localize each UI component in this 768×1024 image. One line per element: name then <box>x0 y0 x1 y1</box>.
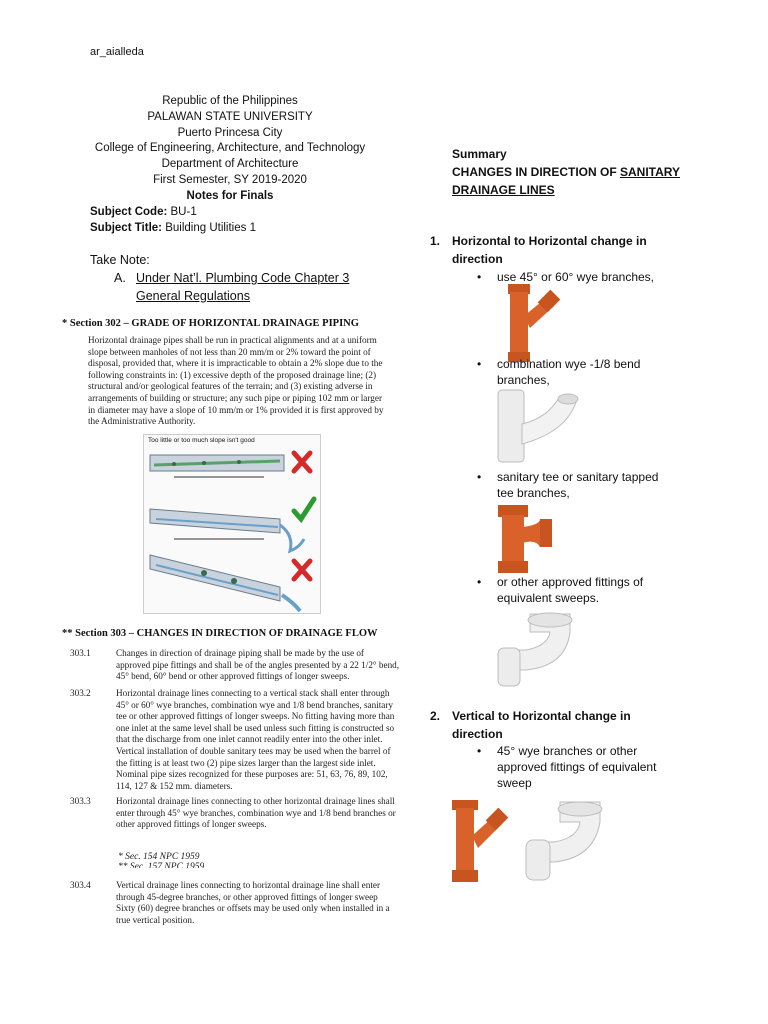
section-303-2-line: Vertical installation of double sanitary tees may be used when the barrel of <box>116 745 391 756</box>
section-303-2-line: Horizontal drainage lines connecting to a vertical stack shall enter through <box>116 688 390 698</box>
section-303-4-num: 303.4 <box>70 880 91 890</box>
section-303-4-line: true vertical position. <box>116 914 195 925</box>
bullet-combination-wye-line2: branches, <box>497 373 550 387</box>
take-note-label: Take Note: <box>90 253 150 267</box>
section-302-line: arrangements of building or structure; any such pipe or piping 102 mm or larger <box>88 392 383 403</box>
section-303-3-line: enter through 45° wye branches, combination wye and 1/8 bend branches or <box>116 807 396 818</box>
bullet-approved-fittings <box>497 574 643 606</box>
bullet-approved-fittings-line1: • or other approved fittings of <box>497 575 644 589</box>
section-303-2-line: tee or other approved fittings of longer sweeps. No fitting having more than <box>116 711 395 722</box>
footnote-154: * Sec. 154 NPC 1959 <box>118 852 200 862</box>
white-combination-wye-image <box>496 388 586 466</box>
item1-number: 1. <box>430 234 441 248</box>
subject-title <box>90 220 256 236</box>
pipe-too-much-slope <box>150 555 300 611</box>
bullet-45-wye-line3: sweep <box>497 776 532 790</box>
slope-diagram-art <box>144 435 320 613</box>
subject-title-label: Subject Title: <box>90 222 162 234</box>
item2-number: 2. <box>430 709 441 723</box>
section-303-2-text <box>116 688 406 792</box>
section-303-1-num: 303.1 <box>70 648 91 658</box>
item-a-letter: A. <box>114 271 126 285</box>
section-303-4-line: through 45-degree branches, or other approved fittings of longer sweep <box>116 891 378 902</box>
summary-title-underlined: SANITARY <box>620 165 681 179</box>
section-303-2-line: 114, 127 & 152 mm. diameters. <box>116 780 233 791</box>
item1-title-line1: Horizontal to Horizontal change in <box>452 234 647 248</box>
bullet-combination-wye <box>497 356 640 388</box>
header-notes-title: Notes for Finals <box>186 189 274 202</box>
item2-title-line2: direction <box>452 727 503 741</box>
section-303-2-line: the fitting is at least two (2) pipe sizes larger than the largest side inlet. <box>116 757 376 768</box>
orange-sanitary-tee-image <box>496 505 556 573</box>
cross-icon <box>294 561 310 579</box>
section-302-line: the Administrative Authority. <box>88 416 196 427</box>
white-sweep-elbow-image <box>496 610 580 692</box>
section-302-line: in diameter may have a slope of 10 mm/m or 1% provided it is first approved by <box>88 404 384 415</box>
bullet-45-wye <box>497 743 656 791</box>
section-302-line: disposal, provided that, where it is impracticable to obtain a 2% slope due to the <box>88 358 383 369</box>
bullet-sanitary-tee <box>497 469 658 501</box>
item-a-line1: Under Nat’l. Plumbing Code Chapter 3 <box>136 271 350 285</box>
section-303-3-line: Horizontal drainage lines connecting to other horizontal drainage lines shall <box>116 796 395 806</box>
section-303-4-text <box>116 880 408 926</box>
author-name: ar_aialleda <box>90 46 144 58</box>
subject-code-value: BU-1 <box>170 206 197 218</box>
pipe-correct-slope <box>150 509 304 551</box>
header-department: Department of Architecture <box>161 158 299 171</box>
bullet-wye-branches: • use 45° or 60° wye branches, <box>497 269 654 285</box>
item2-title-line1: Vertical to Horizontal change in <box>452 709 631 723</box>
section-303-4-line: Sixty (60) degree branches or offsets may be used only when installed in a <box>116 903 390 914</box>
section-303-1-line: Changes in direction of drainage piping shall be made by the use of <box>116 648 364 658</box>
section-303-2-line: one inlet at the same level shall be used unless such fitting is constructed so <box>116 722 395 733</box>
item1-title-line2: direction <box>452 252 503 266</box>
section-303-2-line: Nominal pipe sizes recognized for these purposes are: 51, 63, 76, 89, 102, <box>116 769 388 780</box>
section-303-3-line: other approved fittings of longer sweeps. <box>116 819 267 830</box>
subject-code <box>90 204 197 220</box>
subject-code-label: Subject Code: <box>90 206 168 218</box>
section-303-1-text <box>116 648 406 683</box>
section-303-1-line: approved pipe fittings and shall be of the angles presented by a 22 1/2° bend, <box>116 659 400 670</box>
section-302-line: Horizontal drainage pipes shall be run in practical alignments and at a uniform <box>88 335 377 345</box>
orange-wye-fitting-image-2 <box>448 800 512 882</box>
header-university: PALAWAN STATE UNIVERSITY <box>147 110 313 123</box>
section-302-heading: * Section 302 – GRADE OF HORIZONTAL DRAINAGE PIPING <box>62 318 359 329</box>
header-college: College of Engineering, Architecture, and Technology <box>94 142 366 155</box>
cross-icon <box>294 453 310 471</box>
check-icon <box>294 499 314 519</box>
orange-wye-fitting-image <box>496 284 560 362</box>
bullet-sanitary-tee-line1: • sanitary tee or sanitary tapped <box>497 470 659 484</box>
footnote-157: ** Sec. 157 NPC 1959 <box>118 862 205 868</box>
header-city: Puerto Princesa City <box>177 126 283 139</box>
section-303-2-line: that the discharge from one inlet cannot readily enter into the other inlet. <box>116 734 383 745</box>
white-sweep-elbow-image-2 <box>522 798 608 884</box>
section-302-line: structural and/or geological features of the terrain; and (3) existing adverse in <box>88 381 373 392</box>
bullet-45-wye-line1: • 45° wye branches or other <box>497 744 638 758</box>
header-semester: First Semester, SY 2019-2020 <box>153 173 307 186</box>
section-303-2-line: 45° or 60° wye branches, combination wye and 1/8 bend branches, sanitary <box>116 699 394 710</box>
slope-diagram-caption: Too little or too much slope isn't good <box>148 437 255 444</box>
section-303-2-num: 303.2 <box>70 688 91 698</box>
slope-diagram <box>143 434 321 614</box>
header-country: Republic of the Philippines <box>162 95 298 107</box>
section-303-1-line: 45° bend, 60° bend or other approved fittings of longer sweeps. <box>116 671 350 682</box>
summary-title-line1 <box>452 164 680 180</box>
bullet-approved-fittings-line2: equivalent sweeps. <box>497 591 600 605</box>
bullet-combination-wye-line1: • combination wye -1/8 bend <box>497 357 641 371</box>
bullet-45-wye-line2: approved fittings of equivalent <box>497 760 657 774</box>
document-header <box>90 94 370 205</box>
section-302-line: following constraints in: (1) excessive depth of the proposed drainage line; (2) <box>88 369 377 380</box>
summary-title-line2: DRAINAGE LINES <box>452 183 555 197</box>
section-302-body <box>88 335 413 428</box>
section-303-3-num: 303.3 <box>70 796 91 806</box>
section-303-3-text <box>116 796 406 831</box>
section-302-line: slope between manholes of not less than 20 mm/m or 2% toward the point of <box>88 346 371 357</box>
section-303-heading: ** Section 303 – CHANGES IN DIRECTION OF DRAINAGE FLOW <box>62 628 378 639</box>
pipe-too-little-slope <box>150 455 284 477</box>
summary-label: Summary <box>452 147 507 161</box>
subject-title-value: Building Utilities 1 <box>165 222 256 234</box>
section-303-4-line: Vertical drainage lines connecting to horizontal drainage line shall enter <box>116 880 381 890</box>
bullet-sanitary-tee-line2: tee branches, <box>497 486 570 500</box>
summary-title-plain: CHANGES IN DIRECTION OF <box>452 165 621 179</box>
item-a-line2: General Regulations <box>136 289 250 303</box>
